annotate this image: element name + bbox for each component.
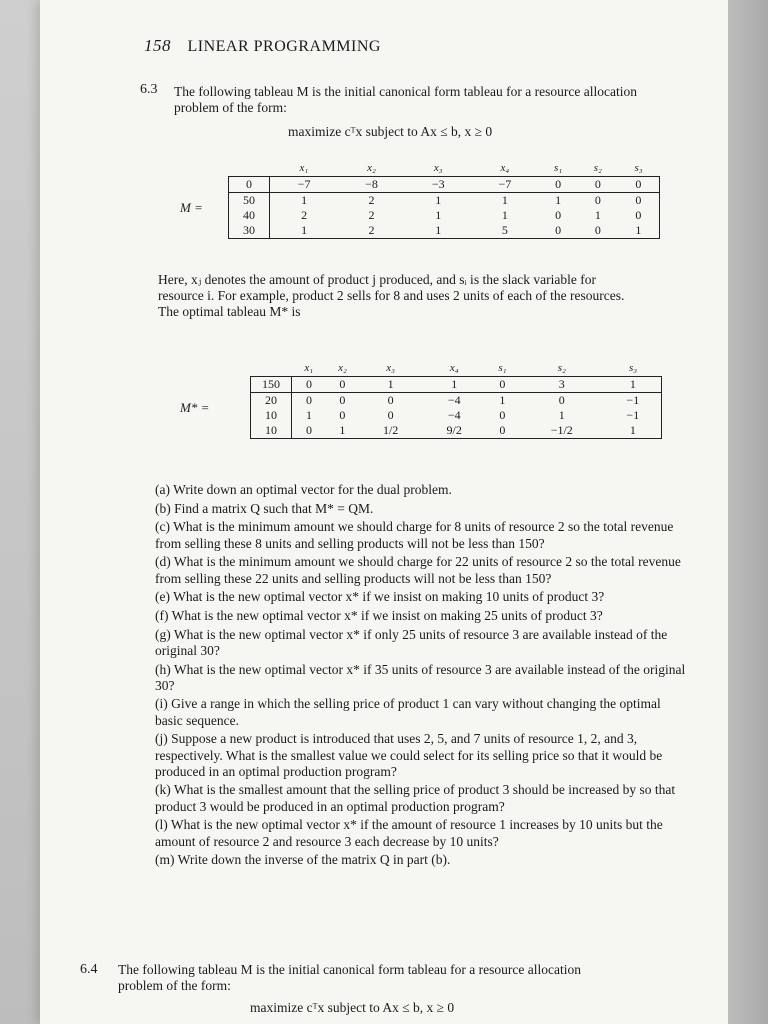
page-number: 158 <box>144 36 171 55</box>
tableau-cell: 1 <box>594 208 601 222</box>
tableau-cell: 0 <box>499 408 506 422</box>
column-header-2: x₂ <box>338 362 347 374</box>
tableau-cell: −7 <box>270 177 339 193</box>
running-title: LINEAR PROGRAMMING <box>187 38 381 55</box>
tableau-cell: 0 <box>339 408 346 422</box>
tableau-cell: 0 <box>306 393 312 407</box>
tableau-cell: 0 <box>326 377 359 393</box>
tableau-cell: 1 <box>301 223 308 237</box>
tableau-cell: 1 <box>629 423 636 437</box>
column-header-6: s₂ <box>557 362 566 374</box>
tableau-cell: 1 <box>558 408 565 422</box>
column-header-5: s₁ <box>498 362 507 374</box>
question-item: (l) What is the new optimal vector x* if the amount of resource 1 increases by 10 units but the amount of resource 2 and resource 3 each decrease by 10 units? <box>155 817 663 849</box>
question-item: (m) Write down the inverse of the matrix Q in part (b). <box>155 852 451 868</box>
book-page <box>40 0 740 1024</box>
constraint-row <box>229 208 660 223</box>
tableau-cell: −7 <box>472 177 539 193</box>
tableau-cell: 150 <box>251 377 292 393</box>
question-item: (b) Find a matrix Q such that M* = QM. <box>155 500 374 516</box>
column-header-7: s₃ <box>629 362 638 374</box>
column-header-5: s₁ <box>554 162 563 174</box>
tableau-cell: 0 <box>387 393 394 407</box>
tableau-cell: −4 <box>447 408 461 422</box>
explanation-line-3: The optimal tableau M* is <box>158 304 301 319</box>
problem-number-6-3: 6.3 <box>140 82 158 97</box>
intro-line-1: The following tableau M is the initial canonical form tableau for a resource allocation <box>118 962 581 977</box>
tableau-cell: −1 <box>626 393 640 407</box>
question-item: (a) Write down an optimal vector for the dual problem. <box>155 482 452 497</box>
tableau-cell: 0 <box>339 393 346 407</box>
tableau-cell: 0 <box>538 177 578 193</box>
tableau-header-row <box>229 162 660 177</box>
tableau-cell: 1 <box>435 223 442 237</box>
tableau-cell: 10 <box>251 423 292 439</box>
question-item: (h) What is the new optimal vector x* if 35 units of resource 3 are available instead of the original 30? <box>155 661 686 693</box>
problem-number-6-4: 6.4 <box>80 962 98 977</box>
column-header-3: x₃ <box>433 162 443 174</box>
tableau-cell: 20 <box>251 393 292 409</box>
intro-line-1: The following tableau M is the initial canonical form tableau for a resource allocation <box>174 84 637 99</box>
constraint-row <box>229 223 660 239</box>
tableau-cell: 1 <box>501 208 508 222</box>
tableau-cell: 5 <box>501 223 508 237</box>
tableau-cell: 40 <box>229 208 270 223</box>
tableau-cell: 1 <box>605 377 662 393</box>
tableau-cell: 1 <box>435 193 442 207</box>
tableau-cell: 1 <box>501 193 508 207</box>
tableau-cell: 2 <box>368 193 375 207</box>
constraint-row <box>251 408 662 423</box>
tableau-cell: 0 <box>306 423 312 437</box>
tableau-cell: 0 <box>635 193 642 207</box>
column-header-2: x₂ <box>367 162 376 174</box>
tableau-cell: 0 <box>594 193 601 207</box>
column-header-3: x₃ <box>386 362 395 374</box>
tableau-header-row <box>251 362 662 377</box>
rhs-header <box>251 362 292 377</box>
tableau-cell: 1 <box>555 193 562 207</box>
tableau-cell: 0 <box>292 377 327 393</box>
column-header-7: s₃ <box>634 162 643 174</box>
tableau-cell: 0 <box>229 177 270 193</box>
tableau-cell: 0 <box>486 377 519 393</box>
objective-row <box>229 177 660 193</box>
tableau-cell: 1/2 <box>382 423 399 437</box>
question-item: (d) What is the minimum amount we should charge for 22 units of resource 2 so the total revenue from selling these 22 units and selling products will not be less than 150? <box>155 554 681 586</box>
tableau-cell: 0 <box>635 208 642 222</box>
tableau-cell: 30 <box>229 223 270 239</box>
intro-line-2: problem of the form: <box>174 100 287 115</box>
constraint-row <box>251 393 662 409</box>
column-header-1: x₁ <box>304 362 314 374</box>
tableau-cell: 10 <box>251 408 292 423</box>
tableau-cell: −1/2 <box>550 423 573 437</box>
question-item: (g) What is the new optimal vector x* if only 25 units of resource 3 are available instead of the original 30? <box>155 626 668 658</box>
tableau-m-star-label: M* = <box>180 400 210 415</box>
tableau-cell: 2 <box>301 208 308 222</box>
intro-line-2: problem of the form: <box>118 978 231 993</box>
explanation-line-2: resource i. For example, product 2 sells for 8 and uses 2 units of each of the resources. <box>158 288 625 303</box>
objective-statement: maximize cᵀx subject to Ax ≤ b, x ≥ 0 <box>288 124 493 139</box>
question-item: (i) Give a range in which the selling price of product 1 can vary without changing the optimal basic sequence. <box>155 696 661 728</box>
tableau-m-label: M = <box>180 200 203 215</box>
tableau-cell: −1 <box>626 408 640 422</box>
question-list <box>155 482 690 871</box>
tableau-cell: −4 <box>447 393 461 407</box>
question-item: (c) What is the minimum amount we should charge for 8 units of resource 2 so the total revenue from selling these 8 units and selling products will not be less than 150? <box>155 519 674 551</box>
tableau-cell: 0 <box>555 208 562 222</box>
tableau-cell: 0 <box>499 423 506 437</box>
tableau-cell: 2 <box>368 223 375 237</box>
tableau-m-star <box>250 362 662 439</box>
tableau-cell: 0 <box>387 408 394 422</box>
question-item: (f) What is the new optimal vector x* if we insist on making 25 units of product 3? <box>155 607 603 623</box>
question-item: (k) What is the smallest amount that the selling price of product 3 should be increased by so that product 3 would be produced in an optimal production program? <box>155 782 676 814</box>
constraint-row <box>251 423 662 439</box>
column-header-4: x₄ <box>449 362 459 374</box>
explanation-line-1: Here, xⱼ denotes the amount of product j produced, and sᵢ is the slack variable for <box>158 272 597 287</box>
tableau-cell: 1 <box>306 408 312 422</box>
tableau-cell: 3 <box>519 377 605 393</box>
tableau-cell: 1 <box>499 393 506 407</box>
rhs-header <box>229 162 270 177</box>
tableau-cell: 1 <box>635 223 642 237</box>
problem-6-4-intro <box>118 962 698 994</box>
problem-6-3-intro <box>174 84 734 116</box>
tableau-cell: 0 <box>555 223 562 237</box>
explanation-paragraph <box>158 272 728 320</box>
column-header-1: x₁ <box>299 162 309 174</box>
tableau-cell: 1 <box>339 423 346 437</box>
column-header-4: x₄ <box>500 162 510 174</box>
tableau-cell: 1 <box>301 193 308 207</box>
question-item: (e) What is the new optimal vector x* if we insist on making 10 units of product 3? <box>155 589 605 605</box>
tableau-cell: 1 <box>422 377 486 393</box>
tableau-cell: 9/2 <box>446 423 462 437</box>
page-edge-shadow <box>728 0 768 1024</box>
objective-row <box>251 377 662 393</box>
tableau-m <box>228 162 660 239</box>
tableau-cell: 0 <box>618 177 660 193</box>
tableau-cell: −8 <box>338 177 405 193</box>
tableau-cell: 2 <box>368 208 375 222</box>
tableau-cell: 0 <box>578 177 618 193</box>
tableau-cell: 0 <box>594 223 601 237</box>
tableau-cell: 50 <box>229 193 270 209</box>
column-header-6: s₂ <box>593 162 602 174</box>
tableau-cell: 0 <box>558 393 565 407</box>
tableau-cell: 1 <box>359 377 423 393</box>
objective-statement-6-4: maximize cᵀx subject to Ax ≤ b, x ≥ 0 <box>250 1000 455 1015</box>
tableau-cell: 1 <box>435 208 442 222</box>
question-item: (j) Suppose a new product is introduced that uses 2, 5, and 7 units of resource 1, 2, and 3, respectively. What is the smallest value we could select for its selling price so that it would be produced in an optimal production program? <box>155 731 663 779</box>
tableau-cell: −3 <box>405 177 472 193</box>
page-header <box>144 36 381 56</box>
constraint-row <box>229 193 660 209</box>
